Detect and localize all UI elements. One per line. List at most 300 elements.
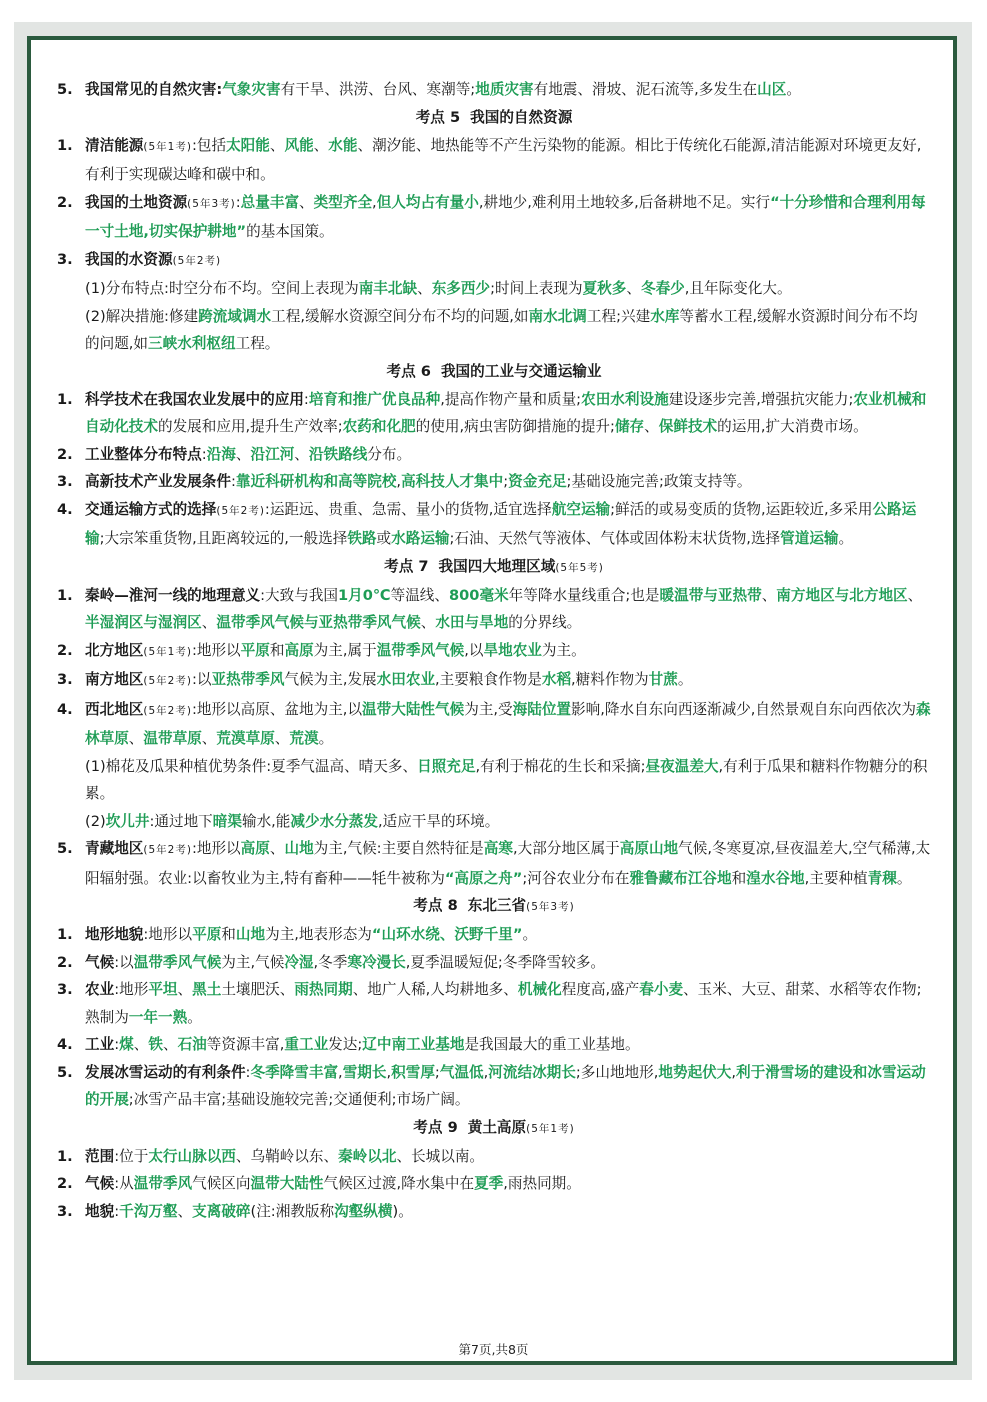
text-run: 土壤肥沃、 <box>221 981 295 998</box>
text-run: :地形以 <box>191 840 241 857</box>
key-term: 三峡水利枢纽 <box>148 335 236 352</box>
list-item <box>57 1143 931 1171</box>
section-heading <box>57 892 931 921</box>
key-term: 培育和推广优良品种 <box>308 390 441 408</box>
text-run: 。 <box>838 530 854 547</box>
list-item <box>57 921 931 949</box>
text-run: ;时间上表现为 <box>490 280 583 297</box>
key-term: “山环水绕、沃野千里” <box>371 926 523 943</box>
text-run: :大致与我国 <box>260 586 339 604</box>
list-item <box>57 386 931 441</box>
key-term: 冬春少 <box>640 280 685 297</box>
text-run: 、 <box>299 193 314 211</box>
item-number: 3. <box>57 981 73 998</box>
section-title: 我国的自然资源 <box>470 108 573 126</box>
key-term: 辽中南工业基地 <box>362 1036 465 1053</box>
item-number: 2. <box>57 445 73 463</box>
text-run: ;多山地地形, <box>575 1063 659 1081</box>
text-run: 、 <box>274 730 290 747</box>
key-term: 寒冷漫长 <box>347 953 406 971</box>
text-run: 输水,能 <box>241 812 291 830</box>
key-term: 湟水谷地 <box>746 869 805 887</box>
text-run: 等蓄水工程,缓解水资源时间分布不均的问题,如 <box>85 307 918 352</box>
text-run: 、 <box>235 445 251 463</box>
key-term: “十分珍惜和合理利用每一寸土地,切实保护耕地” <box>85 193 926 240</box>
text-run: 气候,冬寒夏凉,昼夜温差大,空气稀薄,太阳辐射强。农业:以畜牧业为主,特有畜种——牦牛被称为 <box>85 840 931 887</box>
text-run: ;河谷农业分布在 <box>522 869 630 887</box>
text-run: 和 <box>731 869 747 887</box>
item-number: 1. <box>57 926 73 943</box>
text-run: 、 <box>313 136 329 154</box>
item-number: 5. <box>57 1063 73 1081</box>
text-run: ,有利于瓜果和糖料作物糖分的积累。 <box>85 757 928 802</box>
section-title: 东北三省 <box>467 897 527 914</box>
text-run: , <box>396 473 402 490</box>
sub-paragraph <box>57 753 931 808</box>
exam-frequency-note: (5年1考) <box>143 645 192 658</box>
exam-frequency-note: (5年3考) <box>187 197 236 210</box>
text-run: )。 <box>392 1202 413 1220</box>
key-term: 铁路 <box>347 530 377 547</box>
key-term: 农田水利设施 <box>581 390 669 408</box>
sub-paragraph <box>57 303 931 358</box>
text-run: ;基础设施完善;政策支持等。 <box>566 473 752 490</box>
text-run: :从 <box>114 1175 134 1192</box>
text-run: : <box>201 445 207 463</box>
list-item <box>57 976 931 1031</box>
item-number: 4. <box>57 1036 73 1053</box>
text-run: 、 <box>177 981 193 998</box>
item-number: 2. <box>57 953 73 971</box>
text-run: (1)棉花及瓜果种植优势条件:夏季气温高、晴天多、 <box>85 757 418 775</box>
text-run: 为主,气候:主要自然特征是 <box>313 840 484 857</box>
text-run: (注:湘教版称 <box>250 1202 335 1220</box>
key-term: 河流结冰期长 <box>488 1063 576 1081</box>
list-item <box>57 696 931 753</box>
text-run: : <box>303 390 309 408</box>
section-label: 考点 5 <box>415 108 461 126</box>
text-run: : <box>114 1202 120 1220</box>
exam-frequency-note: (5年5考) <box>555 561 604 574</box>
key-term: 一年一熟 <box>128 1008 188 1026</box>
text-run: , <box>386 1063 392 1081</box>
item-heading: 我国的水资源 <box>85 250 173 268</box>
text-run: 有地震、滑坡、泥石流等,多发生在 <box>533 81 758 98</box>
text-run: ,有利于棉花的生长和采摘; <box>475 757 646 775</box>
key-term: 千沟万壑 <box>119 1202 178 1220</box>
text-run: ,大部分地区属于 <box>512 840 620 857</box>
text-run: 工程。 <box>235 335 280 352</box>
item-number: 1. <box>57 586 73 604</box>
key-term: 储存 <box>614 418 645 435</box>
key-term: 机械化 <box>517 981 562 998</box>
text-run: 为主。 <box>541 641 586 659</box>
text-run: 。 <box>522 926 538 943</box>
item-number: 5. <box>57 840 73 857</box>
key-term: 荒漠草原 <box>216 730 275 747</box>
text-run: 、 <box>294 445 309 463</box>
item-number: 4. <box>57 500 73 518</box>
text-run: , <box>372 193 377 211</box>
key-term: 森林草原 <box>85 700 931 747</box>
list-item <box>57 1198 931 1226</box>
exam-frequency-note: (5年2考) <box>143 844 192 856</box>
text-run: 、 <box>162 1036 178 1053</box>
key-term: 沟壑纵横 <box>334 1202 393 1220</box>
key-term: 减少水分蒸发 <box>290 812 378 830</box>
list-item <box>57 496 931 553</box>
key-term: 沿海 <box>206 445 236 463</box>
item-heading: 工业整体分布特点 <box>85 445 202 463</box>
item-number: 1. <box>57 390 73 408</box>
key-term: 靠近科研机构和高等院校 <box>235 473 397 490</box>
key-term: 但人均占有量小 <box>376 193 479 211</box>
text-run: 气候为主,发展 <box>284 671 377 688</box>
text-run: 、 <box>133 1036 149 1053</box>
item-number: 3. <box>57 473 73 490</box>
text-run: 等温线、 <box>390 586 449 604</box>
key-term: 山地 <box>235 926 266 943</box>
section-heading <box>57 1114 931 1143</box>
key-term: 水库 <box>650 307 680 325</box>
text-run: 有干旱、洪涝、台风、寒潮等; <box>280 81 476 98</box>
item-heading: 高新技术产业发展条件 <box>85 473 231 490</box>
key-term: 温带大陆性气候 <box>362 700 465 718</box>
text-run: ,冬季 <box>313 953 348 971</box>
list-item <box>57 246 931 276</box>
text-run: , <box>338 1063 343 1081</box>
text-run: 为主,气候 <box>221 953 285 971</box>
text-run: 、潮汐能、地热能等不产生污染物的能源。相比于传统化石能源,清洁能源对环境更友好,有利于实现碳达峰和碳中和。 <box>85 136 922 183</box>
exam-frequency-note: (5年1考) <box>143 140 192 153</box>
text-run: 气候区过渡,降水集中在 <box>323 1175 475 1192</box>
key-term: 坎儿井 <box>105 812 150 830</box>
list-item <box>57 637 931 667</box>
text-run: 为主,地表形态为 <box>265 926 372 943</box>
key-term: 温带草原 <box>143 730 202 747</box>
text-run: (2)解决措施:修建 <box>85 307 199 325</box>
text-run: 、长城以南。 <box>396 1147 485 1165</box>
text-run: 、 <box>761 586 777 604</box>
item-heading: 范围 <box>85 1147 115 1165</box>
exam-frequency-note: (5年1考) <box>526 1122 575 1135</box>
item-number: 5. <box>57 81 73 98</box>
text-run: (1)分布特点:时空分布不均。空间上表现为 <box>85 280 359 297</box>
text-run: 。 <box>677 671 693 688</box>
key-term: 秦岭以北 <box>338 1147 397 1165</box>
key-term: 夏秋多 <box>582 280 627 297</box>
key-term: 地势起伏大 <box>658 1063 732 1081</box>
text-run: 为主,受 <box>464 700 513 718</box>
text-run: 气候区向 <box>192 1175 251 1192</box>
item-heading: 地貌 <box>85 1202 115 1220</box>
text-run: 、 <box>269 840 285 857</box>
text-run: 工程;兴建 <box>586 307 651 325</box>
key-term: 雅鲁藏布江谷地 <box>629 869 732 887</box>
key-term: “高原之舟” <box>444 869 523 887</box>
item-number: 2. <box>57 1175 73 1192</box>
section-label: 考点 9 <box>413 1118 458 1136</box>
section-label: 考点 8 <box>413 897 458 914</box>
text-run: 年等降水量线重合;也是 <box>508 586 660 604</box>
text-run: :包括 <box>191 136 227 154</box>
text-run: (2) <box>85 812 106 830</box>
key-term: 东多西少 <box>431 280 491 297</box>
key-term: 水稻 <box>541 671 572 688</box>
text-run: , <box>731 1063 737 1081</box>
exam-frequency-note: (5年3考) <box>526 901 575 913</box>
text-run: ,夏季温暖短促;冬季降雪较多。 <box>405 953 606 971</box>
key-term: 冷湿 <box>284 953 314 971</box>
text-run: 、 <box>201 730 217 747</box>
section-heading <box>57 553 931 582</box>
key-term: 春小麦 <box>639 981 684 998</box>
key-term: 气温低 <box>439 1063 484 1081</box>
text-run: 为主,属于 <box>313 641 377 659</box>
item-heading: 交通运输方式的选择 <box>85 500 217 518</box>
text-run: ; <box>503 473 509 490</box>
text-run: 、 <box>907 586 923 604</box>
text-run: 、 <box>177 1202 193 1220</box>
key-term: 公路运输 <box>85 500 917 547</box>
section-heading <box>57 104 931 132</box>
key-term: 雨热同期 <box>294 981 353 998</box>
key-term: 积雪厚 <box>391 1063 435 1081</box>
item-heading: 气候 <box>85 1175 115 1192</box>
text-run: 、 <box>420 614 436 631</box>
key-term: 温带季风气候 <box>376 641 465 659</box>
section-title: 我国四大地理区域 <box>438 557 556 575</box>
key-term: 水田与旱地 <box>435 614 509 631</box>
key-term: 山地 <box>284 840 314 857</box>
key-term: 煤 <box>119 1036 134 1053</box>
text-run: :地形 <box>114 981 149 998</box>
text-run: 分布。 <box>367 445 412 463</box>
text-run: ,糖料作物为 <box>571 671 649 688</box>
key-term: 温带大陆性 <box>250 1175 324 1192</box>
key-term: 支离破碎 <box>192 1202 251 1220</box>
key-term: 日照充足 <box>417 757 476 775</box>
key-term: 太行山脉以西 <box>148 1147 236 1165</box>
key-term: 温带季风气候 <box>133 953 222 971</box>
item-heading: 气候 <box>85 953 115 971</box>
item-number: 2. <box>57 193 73 211</box>
key-term: 总量丰富 <box>240 193 300 211</box>
list-item <box>57 1031 931 1059</box>
text-run: ,主要种植 <box>804 869 868 887</box>
key-term: 利于滑雪场的建设和冰雪运动的开展 <box>85 1063 926 1108</box>
item-heading: 青藏地区 <box>85 840 144 857</box>
key-term: 平坦 <box>148 981 178 998</box>
key-term: 水能 <box>328 136 358 154</box>
key-term: 石油 <box>177 1036 207 1053</box>
key-term: 平原 <box>192 926 222 943</box>
key-term: 风能 <box>284 136 314 154</box>
item-heading: 北方地区 <box>85 641 144 659</box>
key-term: 农药和化肥 <box>342 418 416 435</box>
list-item <box>57 949 931 977</box>
text-run: : <box>245 1063 251 1081</box>
item-heading: 我国常见的自然灾害: <box>85 81 223 98</box>
key-term: 资金充足 <box>508 473 567 490</box>
text-run: 的分界线。 <box>508 614 582 631</box>
key-term: 地质灾害 <box>475 81 534 98</box>
key-term: 高原山地 <box>619 840 679 857</box>
text-run: 、 <box>417 280 432 297</box>
section-label: 考点 7 <box>384 557 429 575</box>
text-run: ;鲜活的或易变质的货物,运距较近,多采用 <box>610 500 873 518</box>
text-run: 、 <box>626 280 641 297</box>
key-term: 气象灾害 <box>222 81 281 98</box>
list-item <box>57 835 931 892</box>
item-heading: 发展冰雪运动的有利条件 <box>85 1063 246 1081</box>
text-run: ,且年际变化大。 <box>684 280 792 297</box>
text-run: : <box>235 193 241 211</box>
key-term: 青稞 <box>867 869 897 887</box>
list-item <box>57 1059 931 1114</box>
list-item <box>57 582 931 637</box>
key-term: 暖温带与亚热带 <box>659 586 762 604</box>
text-run: :地形以高原、盆地为主,以 <box>191 700 363 718</box>
text-run: ;石油、天然气等液体、气体或固体粉末状货物,选择 <box>449 530 781 547</box>
key-term: 高寒 <box>483 840 513 857</box>
item-number: 3. <box>57 250 73 268</box>
text-run: 和 <box>221 926 236 943</box>
key-term: 沿江河 <box>250 445 295 463</box>
key-term: 海陆位置 <box>512 700 572 718</box>
text-run: 和 <box>269 641 285 659</box>
text-run: , <box>483 1063 489 1081</box>
page-footer: 第7页,共8页 <box>458 1342 529 1357</box>
text-run: :地形以 <box>191 641 241 659</box>
text-run: 或 <box>376 530 392 547</box>
section-title: 我国的工业与交通运输业 <box>440 362 602 380</box>
key-term: 高原 <box>240 840 270 857</box>
key-term: 保鲜技术 <box>658 418 718 435</box>
text-run: 发达; <box>328 1036 363 1053</box>
list-item <box>57 441 931 469</box>
item-heading: 南方地区 <box>85 671 144 688</box>
key-term: 1月0℃ <box>338 586 391 604</box>
key-term: 类型齐全 <box>313 193 373 211</box>
key-term: 农业机械和自动化技术 <box>85 390 927 435</box>
text-run: ,提高作物产量和质量; <box>440 390 582 408</box>
text-run: ,主要粮食作物是 <box>435 671 542 688</box>
key-term: 南方地区与北方地区 <box>776 586 908 604</box>
text-run: 工程,缓解水资源空间分布不均的问题,如 <box>271 307 529 325</box>
item-heading: 农业 <box>85 981 115 998</box>
exam-frequency-note: (5年2考) <box>143 675 192 687</box>
item-heading: 我国的土地资源 <box>85 193 188 211</box>
text-run: :地形以 <box>143 926 193 943</box>
text-run: :运距远、贵重、急需、量小的货物,适宜选择 <box>264 500 552 518</box>
key-term: 雪期长 <box>342 1063 387 1081</box>
text-run: 、 <box>201 614 217 631</box>
list-item <box>57 76 931 104</box>
text-run: : <box>230 473 236 490</box>
text-run: 。 <box>786 81 801 98</box>
text-run: ; <box>434 1063 440 1081</box>
key-term: 铁 <box>148 1036 163 1053</box>
section-label: 考点 6 <box>386 362 431 380</box>
text-run: 、 <box>128 730 144 747</box>
key-term: 南丰北缺 <box>358 280 418 297</box>
key-term: 温带季风气候与亚热带季风气候 <box>216 614 421 631</box>
key-term: 荒漠 <box>289 730 319 747</box>
key-term: 半湿润区与湿润区 <box>85 614 202 631</box>
text-run: 。 <box>896 869 912 887</box>
item-heading: 清洁能源 <box>85 136 144 154</box>
text-run: : <box>114 1036 120 1053</box>
sub-paragraph <box>57 808 931 836</box>
key-term: 水田农业 <box>376 671 436 688</box>
text-run: 建设逐步完善,增强抗灾能力; <box>668 390 854 408</box>
key-term: 暗渠 <box>212 812 242 830</box>
sub-paragraph <box>57 275 931 303</box>
key-term: 旱地农业 <box>483 641 542 659</box>
text-run: ,适应干旱的环境。 <box>377 812 500 830</box>
text-run: ;冰雪产品丰富;基础设施较完善;交通便利;市场广阔。 <box>128 1091 470 1108</box>
item-number: 3. <box>57 671 73 688</box>
section-title: 黄土高原 <box>467 1118 527 1136</box>
item-heading: 地形地貌 <box>85 926 144 943</box>
item-heading: 西北地区 <box>85 700 144 718</box>
key-term: 黑土 <box>192 981 222 998</box>
item-heading: 工业 <box>85 1036 115 1053</box>
text-run: ;大宗笨重货物,且距离较远的,一般选择 <box>99 530 348 547</box>
text-run: :位于 <box>114 1147 149 1165</box>
list-item <box>57 132 931 189</box>
key-term: 甘蔗 <box>648 671 678 688</box>
item-heading: 秦岭—淮河一线的地理意义 <box>85 586 261 604</box>
key-term: 水路运输 <box>391 530 450 547</box>
key-term: 太阳能 <box>226 136 270 154</box>
key-term: 高科技人才集中 <box>401 473 504 490</box>
text-run: ,耕地少,难利用土地较多,后备耕地不足。实行 <box>478 193 771 211</box>
text-run: 等资源丰富, <box>206 1036 285 1053</box>
list-item <box>57 666 931 696</box>
key-term: 沿铁路线 <box>308 445 368 463</box>
text-run: 、 <box>269 136 285 154</box>
item-number: 3. <box>57 1202 73 1220</box>
text-run: 的使用,病虫害防御措施的提升; <box>415 418 615 435</box>
text-run: ,以 <box>464 641 484 659</box>
key-term: 重工业 <box>284 1036 329 1053</box>
key-term: 夏季 <box>474 1175 504 1192</box>
text-run: 、地广人稀,人均耕地多、 <box>352 981 518 998</box>
key-term: 管道运输 <box>780 530 839 547</box>
text-run: 、玉米、大豆、甜菜、水稻等农作物;熟制为 <box>85 981 922 1026</box>
text-run: :以 <box>191 671 212 688</box>
text-run: :以 <box>114 953 134 971</box>
page-frame <box>27 36 957 1365</box>
key-term: 平原 <box>240 641 270 659</box>
text-run: 、乌鞘岭以东、 <box>235 1147 339 1165</box>
key-term: 亚热带季风 <box>211 671 285 688</box>
list-item <box>57 1170 931 1198</box>
text-run: 的运用,扩大消费市场。 <box>717 418 868 435</box>
exam-frequency-note: (5年2考) <box>216 504 265 517</box>
key-term: 南水北调 <box>528 307 587 325</box>
text-run: 。 <box>187 1008 202 1026</box>
item-heading: 科学技术在我国农业发展中的应用 <box>85 390 304 408</box>
text-run: 的基本国策。 <box>246 223 334 240</box>
key-term: 800毫米 <box>449 586 509 604</box>
text-run: 、 <box>644 418 659 435</box>
text-run: 的发展和应用,提升生产效率; <box>157 418 343 435</box>
exam-frequency-note: (5年2考) <box>143 704 192 717</box>
document-body <box>57 76 931 1225</box>
